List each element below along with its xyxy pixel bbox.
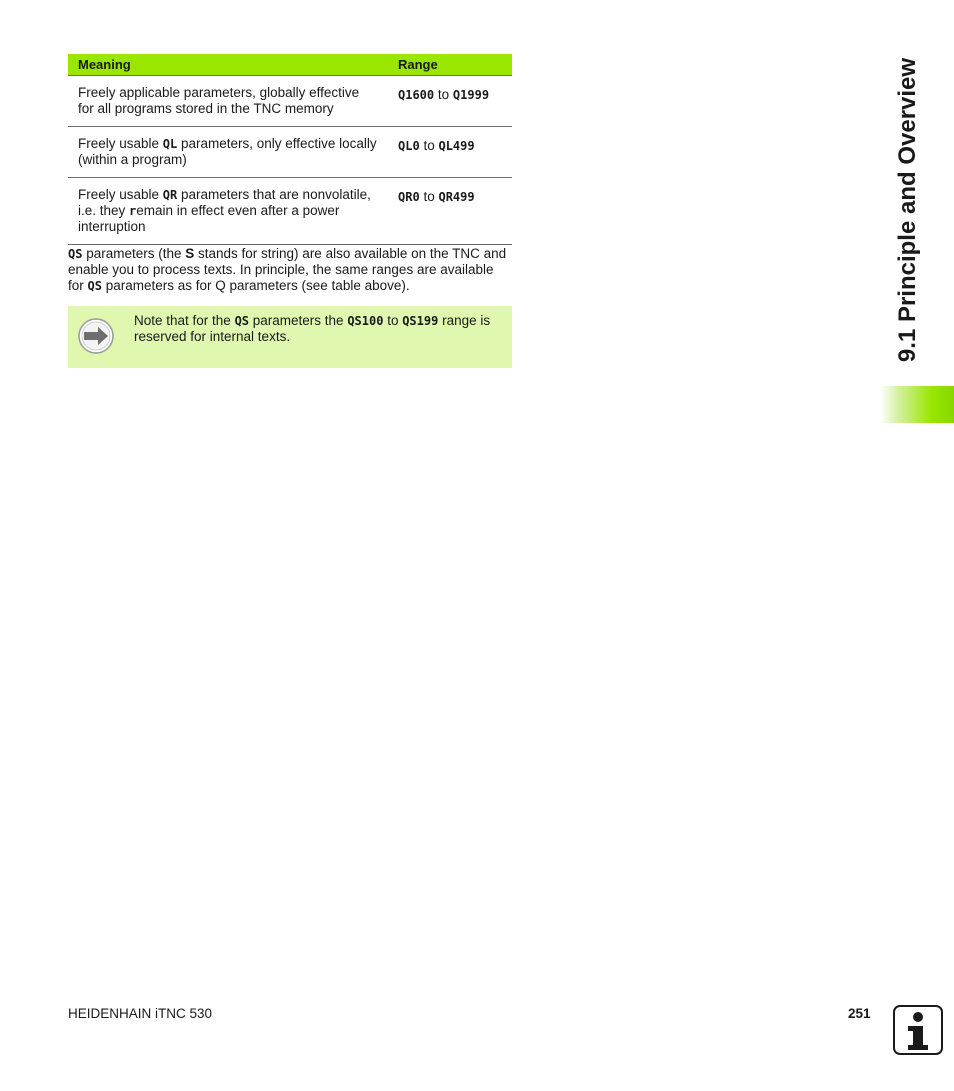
- meaning-cell: Freely usable QR parameters that are nonvolatile, i.e. they remain in effect even after a power interruption: [68, 178, 388, 245]
- meaning-cell: Freely applicable parameters, globally effective for all programs stored in the TNC memory: [68, 76, 388, 127]
- arrow-right-icon: [78, 318, 114, 354]
- info-icon: [893, 1005, 943, 1055]
- table-header-row: [68, 54, 512, 76]
- range-cell: QL0 to QL499: [388, 127, 512, 178]
- header-range: Range: [388, 54, 512, 76]
- range-cell: Q1600 to Q1999: [388, 76, 512, 127]
- note-text: Note that for the QS parameters the QS100 to QS199 range is reserved for internal texts.: [134, 313, 491, 344]
- note-box: [68, 306, 512, 368]
- table-row: [68, 178, 512, 245]
- qs-paragraph: QS parameters (the S stands for string) are also available on the TNC and enable you to process texts. In principle, the same ranges are available for QS parameters as for Q parameters (see table above).: [68, 246, 507, 293]
- parameter-table: [68, 54, 512, 245]
- range-cell: QR0 to QR499: [388, 178, 512, 245]
- footer-product: HEIDENHAIN iTNC 530: [68, 1006, 213, 1021]
- table-row: [68, 127, 512, 178]
- meaning-cell: Freely usable QL parameters, only effective locally (within a program): [68, 127, 388, 178]
- table-row: [68, 76, 512, 127]
- chapter-tab-bar: [880, 386, 954, 423]
- header-meaning: Meaning: [68, 54, 388, 76]
- chapter-side-title: 9.1 Principle and Overview: [894, 57, 921, 363]
- page-number: 251: [848, 1006, 871, 1021]
